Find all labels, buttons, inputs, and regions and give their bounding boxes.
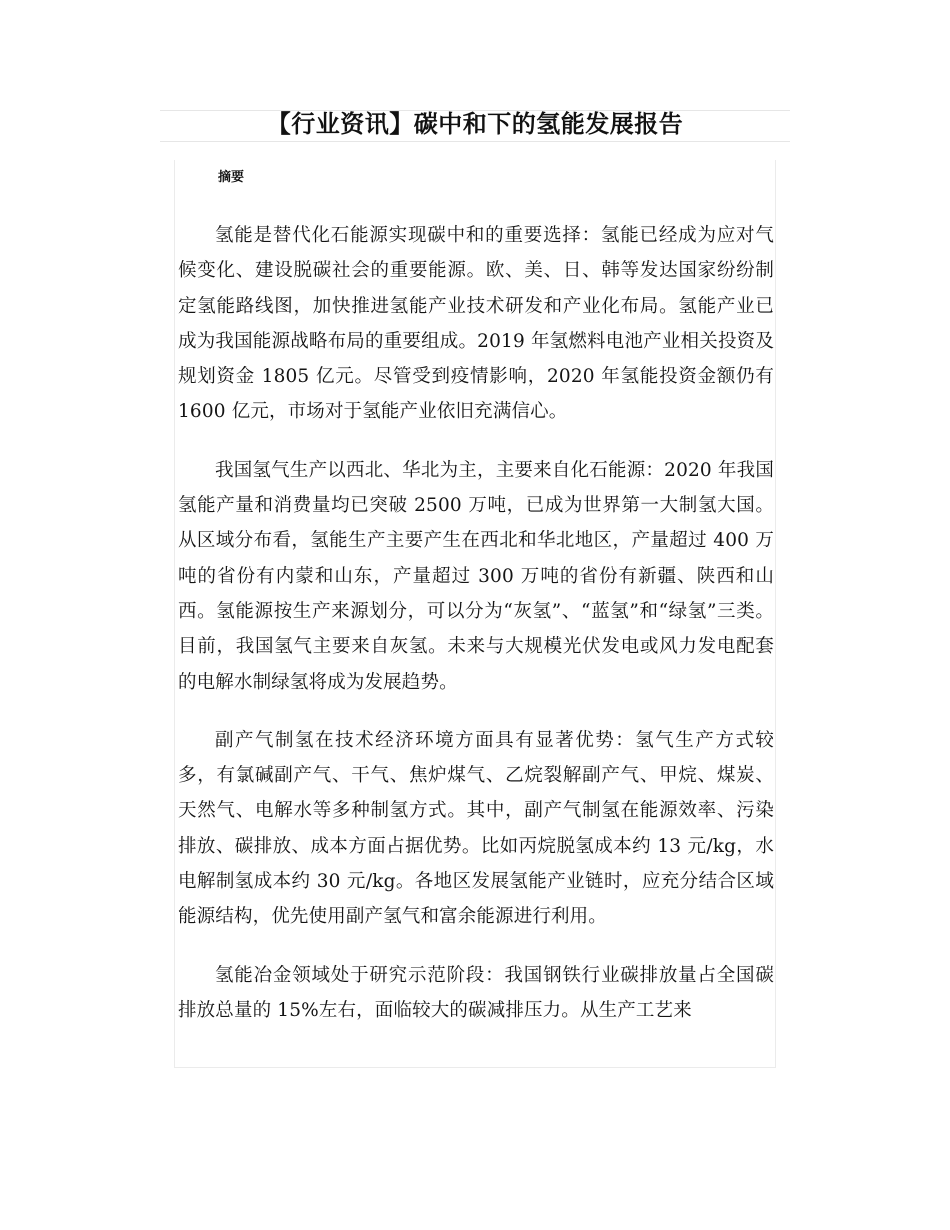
page-title: 【行业资讯】碳中和下的氢能发展报告 <box>266 110 684 138</box>
paragraph-hydrogen-metallurgy: 氢能冶金领域处于研究示范阶段：我国钢铁行业碳排放量占全国碳排放总量的 15%左右，面临较大的碳减排压力。从生产工艺来 <box>178 964 774 1021</box>
article-body <box>174 160 776 1068</box>
paragraph-list <box>178 218 774 1051</box>
abstract-label: 摘要 <box>218 170 245 185</box>
title-bar <box>160 110 790 142</box>
paragraph-hydrogen-carbon-neutral: 氢能是替代化石能源实现碳中和的重要选择：氢能已经成为应对气候变化、建设脱碳社会的重要能源。欧、美、日、韩等发达国家纷纷制定氢能路线图，加快推进氢能产业技术研发和产业化布局。氢能产业已成为我国能源战略布局的重要组成。2019 年氢燃料电池产业相关投资及规划资金 1805 亿元。尽管受到疫情影响，2020 年氢能投资金额仍有 1600 亿元，市场对于氢能产业依旧充满信心。 <box>178 225 774 423</box>
paragraph-hydrogen-production-regions: 我国氢气生产以西北、华北为主，主要来自化石能源：2020 年我国氢能产量和消费量均已突破 2500 万吨，已成为世界第一大制氢大国。从区域分布看，氢能生产主要产生在西北和华北地区，产量超过 400 万吨的省份有内蒙和山东，产量超过 300 万吨的省份有新疆、陕西和山西。氢能源按生产来源划分，可以分为“灰氢”、“蓝氢”和“绿氢”三类。目前，我国氢气主要来自灰氢。未来与大规模光伏发电或风力发电配套的电解水制绿氢将成为发展趋势。 <box>178 459 774 693</box>
paragraph-byproduct-hydrogen: 副产气制氢在技术经济环境方面具有显著优势：氢气生产方式较多，有氯碱副产气、干气、焦炉煤气、乙烷裂解副产气、甲烷、煤炭、天然气、电解水等多种制氢方式。其中，副产气制氢在能源效率、污染排放、碳排放、成本方面占据优势。比如丙烷脱氢成本约 13 元/kg，水电解制氢成本约 30 元/kg。各地区发展氢能产业链时，应充分结合区域能源结构，优先使用副产氢气和富余能源进行利用。 <box>178 729 774 928</box>
